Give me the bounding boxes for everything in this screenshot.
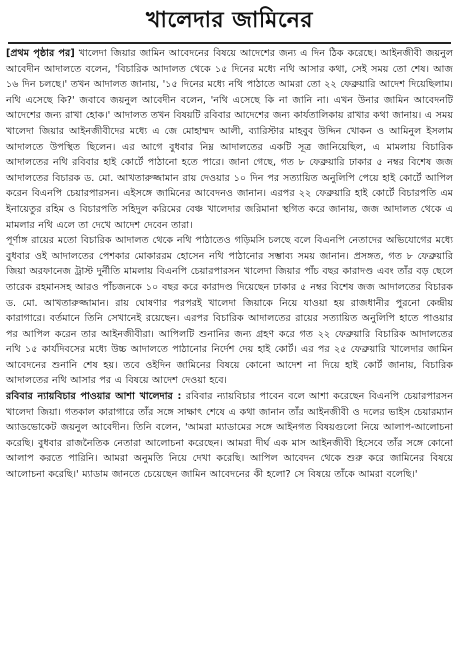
headline: খালেদার জামিনের: [146, 7, 313, 33]
paragraph-3: [6, 389, 453, 483]
headline-rule: [8, 42, 451, 44]
subhead: রবিবার ন্যায়বিচার পাওয়ার আশা খালেদার :: [6, 391, 182, 403]
paragraph-lead: [6, 46, 453, 233]
article-body: [6, 46, 453, 483]
dateline: [প্রথম পৃষ্ঠার পর]: [6, 48, 75, 59]
paragraph-2: পূর্ণাঙ্গ রায়ের মতো বিচারিক আদালত থেকে নথি পাঠাতেও গড়িমসি চলছে বলে বিএনপি নেতাদের অভিযোগের মধ্যে বুধবার ওই আদালতের পেশকার মোকাররম হোসেন নথি পাঠানোর সম্ভাব্য সময় জানান। প্রসঙ্গত, গত ৮ ফেব্রুয়ারি জিয়া অরফানেজ ট্রাস্ট দুর্নীতি মামলায় বিএনপি চেয়ারপারসন খালেদা জিয়ার পাঁচ বছর কারাদণ্ড এবং তাঁর বড় ছেলে তারেক রহমানসহ আরও পাঁচজনকে ১০ বছর করে কারাদণ্ড দিয়েছেন ঢাকার ৫ নম্বর বিশেষ জজ আদালতের বিচারক ড. মো. আখতারুজ্জামান। রায় ঘোষণার পরপরই খালেদা জিয়াকে নিয়ে যাওয়া হয় রাজধানীর পুরনো কেন্দ্রীয় কারাগারে। বর্তমানে তিনি সেখানেই রয়েছেন। এরপর বিচারিক আদালতের রায়ের সত্যায়িত অনুলিপি হাতে পাওয়ার পর আপিল করেন তার আইনজীবীরা। আপিলটি শুনানির জন্য গ্রহণ করে গত ২২ ফেব্রুয়ারি বিচারিক আদালতের নথি ১৫ কার্যদিবসের মধ্যে উচ্চ আদালতে পাঠানোর নির্দেশ দেয় হাই কোর্ট। এর পর ২৫ ফেব্রুয়ারি খালেদার জামিন আবেদনের শুনানি শেষ হয়। তবে ওইদিন জামিনের বিষয়ে কোনো আদেশ না দিয়ে হাই কোর্ট জানায়, বিচারিক আদালতের নথি আসার পর এ বিষয়ে আদেশ দেওয়া হবে।: [6, 235, 453, 387]
lead-text: খালেদা জিয়ার জামিন আবেদনের বিষয়ে আদেশের জন্য এ দিন ঠিক করেছে। আইনজীবী জয়নুল আবেদীন আদালতে বলেন, 'বিচারিক আদালত থেকে ১৫ দিনের মধ্যে নথি আসার কথা, সেই সময় তো শেষ। আজ ১৬ দিন চলছে।' তখন আদালত জানায়, '১৫ দিনের মধ্যে নথি পাঠাতে আমরা তো ২২ ফেব্রুয়ারি আদেশ দিয়েছিলাম। নথি এসেছে কি?' জবাবে জয়নুল আবেদীন বলেন, 'নথি এসেছে কি না জানি না। এখন উনার জামিন আবেদনটি আদেশের জন্য রাখা হোক।' আদালত তখন বিষয়টি রবিবার আদেশের জন্য কার্যতালিকায় রাখার কথা জানায়। এ সময় খালেদা জিয়ার আইনজীবীদের মধ্যে এ জে মোহাম্মদ আলী, ব্যারিস্টার মাহবুব উদ্দিন খোকন ও আমিনুল ইসলাম আদালতে উপস্থিত ছিলেন। এর আগে বুধবার নিম্ন আদালতের একটি সূত্র জানিয়েছিল, এ মামলায় বিচারিক আদালতের নথি রবিবার হাই কোর্টে পাঠানো হতে পারে। জানা গেছে, গত ৮ ফেব্রুয়ারি ঢাকার ৫ নম্বর বিশেষ জজ আদালতের বিচারক ড. মো. আখতারুজ্জামান রায় দেওয়ার ১০ দিন পর সত্যায়িত অনুলিপি পেয়ে হাই কোর্টে আপিল করেন বিএনপি চেয়ারপারসন। এইসঙ্গে জামিনের আবেদনও জানান। এরপর ২২ ফেব্রুয়ারি হাই কোর্টে বিচারপতি এম ইনায়েতুর রহিম ও বিচারপতি সহিদুল করিমের বেঞ্চ খালেদার জরিমানা স্থগিত করে জানায়, জজ আদালত থেকে এ মামলার নথি এলে তা দেখে আদেশ দেবেন তারা।: [6, 48, 453, 231]
para3-text: রবিবার ন্যায়বিচার পাবেন বলে আশা করেছেন বিএনপি চেয়ারপারসন খালেদা জিয়া। গতকাল কারাগারে তাঁর সঙ্গে সাক্ষাৎ শেষে এ কথা জানান তাঁর আইনজীবী ও দলের ভাইস চেয়ারম্যান অ্যাডভোকেট জয়নুল আবেদীন। তিনি বলেন, 'আমরা ম্যাডামের সঙ্গে আইনগত বিষয়গুলো নিয়ে আলাপ-আলোচনা করেছি। বুধবার রাজনৈতিক নেতারা আলোচনা করেছেন। আমরা দীর্ঘ এক মাস আইনজীবী হিসেবে তাঁর সঙ্গে কোনো আলাপ করতে পারিনি। আমরা অনুমতি নিয়ে দেখা করেছি। আপিল আবেদন থেকে শুরু করে জামিনের বিষয়ে আলোচনা করেছি।' ম্যাডাম জানতে চেয়েছেন জামিন আবেদনের কী হলো? সে বিষয়ে তাঁকে আমরা বলেছি।': [6, 391, 453, 481]
